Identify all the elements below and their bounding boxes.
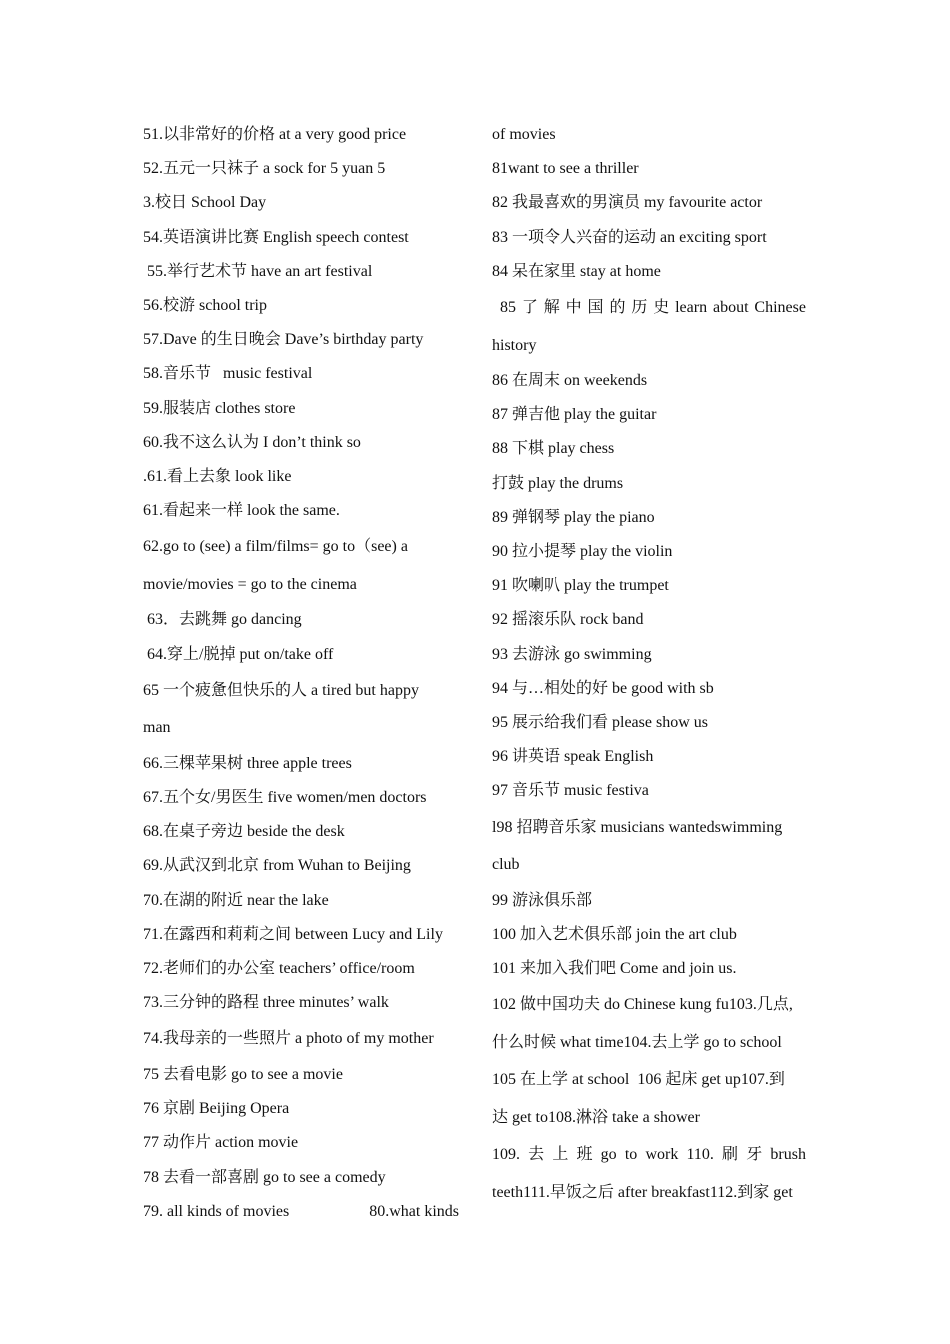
vocab-line: 64.穿上/脱掉 put on/take off <box>143 645 334 663</box>
vocab-word: about <box>712 299 749 317</box>
vocab-word: to <box>624 1146 638 1164</box>
vocab-line: 69.从武汉到北京 from Wuhan to Beijing <box>143 857 411 875</box>
vocab-line: 57.Dave 的生日晚会 Dave’s birthday party <box>143 331 424 349</box>
vocab-line: 55.举行艺术节 have an art festival <box>143 262 373 280</box>
vocab-line: 86 在周末 on weekends <box>492 372 648 390</box>
vocab-line: 91 吹喇叭 play the trumpet <box>492 577 669 595</box>
vocab-line: 60.我不这么认为 I don’t think so <box>143 433 361 451</box>
vocab-line: 93 去游泳 go swimming <box>492 645 652 663</box>
vocab-line-split <box>143 1195 465 1229</box>
vocab-word: learn <box>675 299 708 317</box>
vocab-line: l98 招聘音乐家 musicians wantedswimming <box>492 818 783 836</box>
vocab-line: 75 去看电影 go to see a movie <box>143 1065 343 1083</box>
vocab-line: club <box>492 856 520 874</box>
vocab-line: 达 get to108.淋浴 take a shower <box>492 1108 700 1126</box>
vocab-line: 82 我最喜欢的男演员 my favourite actor <box>492 194 763 212</box>
vocab-word: 85 <box>500 299 516 317</box>
vocab-line: 92 摇滚乐队 rock band <box>492 611 644 629</box>
vocab-line: 90 拉小提琴 play the violin <box>492 543 673 561</box>
vocab-line: 83 一项令人兴奋的运动 an exciting sport <box>492 228 767 246</box>
vocab-line-justified <box>492 289 806 327</box>
vocab-line: 95 展示给我们看 please show us <box>492 714 708 732</box>
vocab-line: 56.校游 school trip <box>143 297 267 315</box>
vocab-line: 94 与…相处的好 be good with sb <box>492 679 714 697</box>
vocab-word: brush <box>770 1146 806 1164</box>
vocab-line-justified <box>492 1136 806 1174</box>
vocab-line: 66.三棵苹果树 three apple trees <box>143 754 352 772</box>
right-column <box>492 118 810 1211</box>
vocab-word: 历 <box>631 299 648 317</box>
vocab-line: 61.看起来一样 look the same. <box>143 502 340 520</box>
vocab-line: 70.在湖的附近 near the lake <box>143 891 329 909</box>
vocab-line: of movies <box>492 126 556 143</box>
vocab-word: 中 <box>565 299 582 317</box>
vocab-word: 109. <box>492 1146 520 1164</box>
vocab-line: 51.以非常好的价格 at a very good price <box>143 126 407 143</box>
vocab-line: 58.音乐节 music festival <box>143 365 313 383</box>
vocab-line: 89 弹钢琴 play the piano <box>492 508 655 526</box>
vocab-line: 101 来加入我们吧 Come and join us. <box>492 960 737 978</box>
vocab-line: 62.go to (see) a film/films= go to（see) a <box>143 538 408 556</box>
vocab-line: 74.我母亲的一些照片 a photo of my mother <box>143 1030 434 1048</box>
vocab-word: 牙 <box>746 1146 763 1164</box>
vocab-line: 打鼓 play the drums <box>492 474 624 492</box>
vocab-line: 99 游泳俱乐部 <box>492 891 593 909</box>
vocab-item: 80.what kinds <box>369 1202 459 1220</box>
vocab-word: 了 <box>521 299 538 317</box>
vocab-word: go <box>600 1146 617 1164</box>
vocab-line: teeth111.早饭之后 after breakfast112.到家 get <box>492 1183 793 1201</box>
vocab-line: 67.五个女/男医生 five women/men doctors <box>143 789 427 807</box>
vocab-line: 65 一个疲惫但快乐的人 a tired but happy <box>143 681 419 699</box>
vocab-line: 52.五元一只袜子 a sock for 5 yuan 5 <box>143 160 386 178</box>
vocab-line: history <box>492 336 537 354</box>
vocab-word: 解 <box>543 299 560 317</box>
vocab-word: 国 <box>587 299 604 317</box>
vocab-line: 97 音乐节 music festiva <box>492 782 649 800</box>
vocab-line: 87 弹吉他 play the guitar <box>492 406 657 424</box>
vocab-line: 59.服装店 clothes store <box>143 399 296 417</box>
vocab-line: 63．去跳舞 go dancing <box>143 611 302 629</box>
vocab-line: man <box>143 719 171 737</box>
vocab-word: 去 <box>528 1146 545 1164</box>
vocab-line: 54.英语演讲比赛 English speech contest <box>143 228 409 246</box>
vocab-line: 72.老师们的办公室 teachers’ office/room <box>143 960 415 978</box>
vocab-word: 的 <box>609 299 626 317</box>
vocab-line: 78 去看一部喜剧 go to see a comedy <box>143 1168 386 1186</box>
vocab-line: 105 在上学 at school 106 起床 get up107.到 <box>492 1071 785 1089</box>
vocab-word: 班 <box>576 1146 593 1164</box>
vocab-line: 68.在桌子旁边 beside the desk <box>143 823 345 841</box>
vocab-word: 110. <box>686 1146 714 1164</box>
vocab-line: .61.看上去象 look like <box>143 468 292 486</box>
vocab-line: 100 加入艺术俱乐部 join the art club <box>492 925 737 943</box>
vocab-line: 73.三分钟的路程 three minutes’ walk <box>143 994 389 1012</box>
vocab-word: 史 <box>653 299 670 317</box>
vocab-line: 88 下棋 play chess <box>492 440 615 458</box>
vocab-item: 79. all kinds of movies <box>143 1202 290 1220</box>
vocab-line: 102 做中国功夫 do Chinese kung fu103.几点, <box>492 996 793 1014</box>
vocab-word: 刷 <box>722 1146 739 1164</box>
vocab-line: 71.在露西和莉莉之间 between Lucy and Lily <box>143 925 443 943</box>
left-column <box>143 118 465 1229</box>
vocab-line: 3.校日 School Day <box>143 194 267 212</box>
vocab-word: Chinese <box>754 299 806 317</box>
vocab-line: 81want to see a thriller <box>492 160 639 178</box>
vocab-line: movie/movies = go to the cinema <box>143 575 357 593</box>
vocab-line: 96 讲英语 speak English <box>492 748 654 766</box>
vocab-line: 84 呆在家里 stay at home <box>492 262 661 280</box>
vocab-word: work <box>645 1146 679 1164</box>
vocab-line: 什么时候 what time104.去上学 go to school <box>492 1033 782 1051</box>
vocab-word: 上 <box>552 1146 569 1164</box>
vocab-line: 76 京剧 Beijing Opera <box>143 1100 290 1118</box>
vocab-line: 77 动作片 action movie <box>143 1134 299 1152</box>
